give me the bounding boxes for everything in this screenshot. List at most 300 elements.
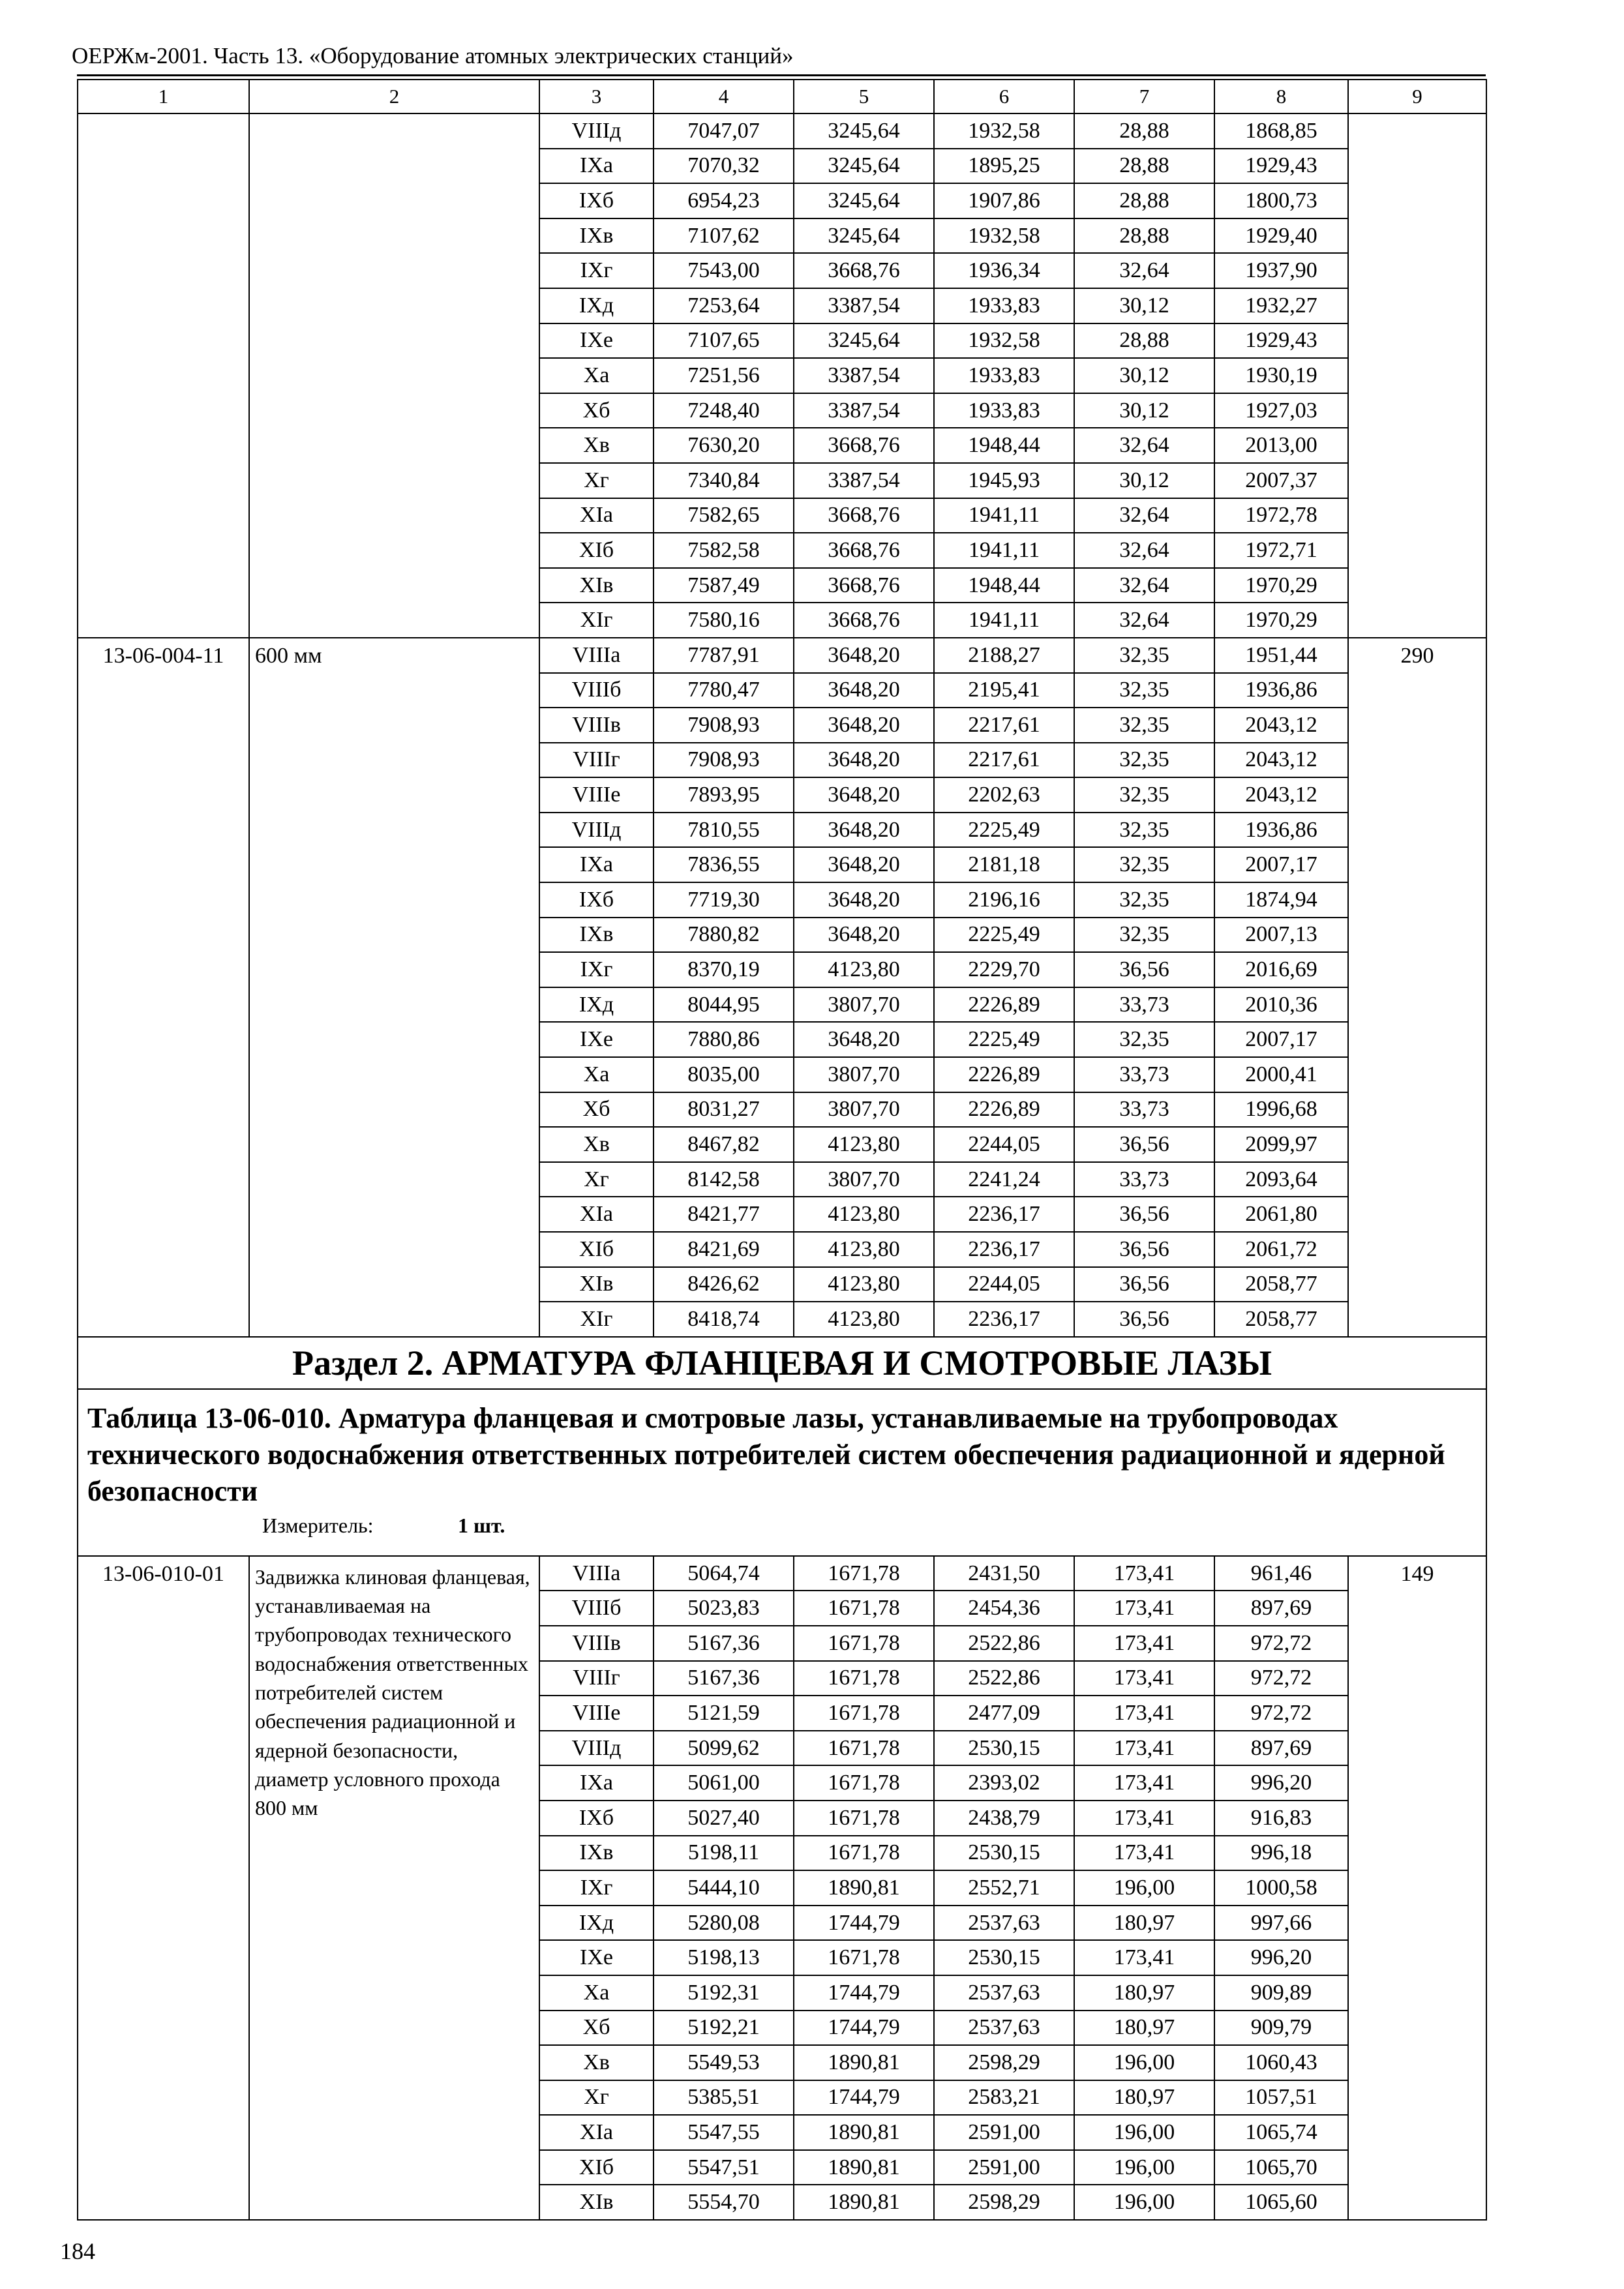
wages: 3387,54 [794,288,934,323]
zone-code: Xв [539,428,654,463]
equipment-cost: 1932,58 [934,113,1074,149]
wages: 3668,76 [794,498,934,533]
materials-cost: 1951,44 [1214,638,1348,673]
driver-wages: 180,97 [1074,1975,1214,2011]
driver-wages: 173,41 [1074,1556,1214,1591]
zone-code: Xг [539,2080,654,2116]
wages: 3387,54 [794,393,934,428]
equipment-cost: 2537,63 [934,2011,1074,2046]
driver-wages: 36,56 [1074,952,1214,987]
wages: 3668,76 [794,568,934,603]
equipment-cost: 2188,27 [934,638,1074,673]
wages: 3648,20 [794,918,934,953]
wages: 4123,80 [794,1197,934,1232]
wages: 1890,81 [794,2045,934,2080]
total-cost: 5167,36 [654,1661,794,1696]
wages: 3648,20 [794,882,934,918]
equipment-cost: 2522,86 [934,1626,1074,1661]
wages: 3245,64 [794,218,934,254]
zone-code: VIIIа [539,638,654,673]
zone-code: Xа [539,1975,654,2011]
equipment-cost: 1895,25 [934,149,1074,184]
materials-cost: 2061,80 [1214,1197,1348,1232]
zone-code: IXв [539,1836,654,1871]
total-cost: 7047,07 [654,113,794,149]
materials-cost: 2058,77 [1214,1267,1348,1302]
total-cost: 5280,08 [654,1906,794,1941]
materials-cost: 2013,00 [1214,428,1348,463]
price-value [1348,113,1486,638]
equipment-cost: 2591,00 [934,2150,1074,2185]
driver-wages: 33,73 [1074,1057,1214,1092]
wages: 1890,81 [794,2150,934,2185]
total-cost: 8418,74 [654,1302,794,1337]
equipment-cost: 2537,63 [934,1975,1074,2011]
equipment-cost: 2530,15 [934,1731,1074,1766]
total-cost: 8421,77 [654,1197,794,1232]
zone-code: IXб [539,183,654,218]
zone-code: IXг [539,253,654,288]
materials-cost: 1800,73 [1214,183,1348,218]
total-cost: 8467,82 [654,1127,794,1162]
zone-code: IXа [539,149,654,184]
materials-cost: 972,72 [1214,1626,1348,1661]
total-cost: 7580,16 [654,603,794,638]
wages: 1671,78 [794,1731,934,1766]
total-cost: 8421,69 [654,1232,794,1267]
zone-code: IXд [539,987,654,1023]
column-number: 4 [654,80,794,113]
zone-code: Xб [539,2011,654,2046]
total-cost: 7880,82 [654,918,794,953]
materials-cost: 1996,68 [1214,1092,1348,1128]
driver-wages: 32,35 [1074,813,1214,848]
wages: 3648,20 [794,638,934,673]
zone-code: Xа [539,358,654,393]
total-cost: 8426,62 [654,1267,794,1302]
wages: 3387,54 [794,358,934,393]
total-cost: 7543,00 [654,253,794,288]
zone-code: Xв [539,2045,654,2080]
wages: 3807,70 [794,987,934,1023]
driver-wages: 28,88 [1074,218,1214,254]
equipment-cost: 2244,05 [934,1127,1074,1162]
total-cost: 7908,93 [654,743,794,778]
table-title: Таблица 13-06-010. Арматура фланцевая и смотровые лазы, устанавливаемые на трубопроводах технического водоснабжения ответственных потребителей систем обеспечения радиационной и ядерной безопасности [87,1401,1445,1507]
wages: 1671,78 [794,1765,934,1801]
equipment-cost: 2229,70 [934,952,1074,987]
wages: 1671,78 [794,1556,934,1591]
wages: 1744,79 [794,2080,934,2116]
equipment-cost: 1907,86 [934,183,1074,218]
wages: 1890,81 [794,2115,934,2150]
equipment-cost: 2225,49 [934,1022,1074,1057]
total-cost: 5167,36 [654,1626,794,1661]
wages: 3648,20 [794,1022,934,1057]
driver-wages: 32,64 [1074,568,1214,603]
equipment-cost: 2236,17 [934,1302,1074,1337]
driver-wages: 30,12 [1074,463,1214,498]
wages: 1744,79 [794,1906,934,1941]
resource-name: Задвижка клиновая фланцевая, устанавливаемая на трубопроводах технического водоснабжения ответственных потребителей систем обеспечения радиационной и ядерной безопасности, диаметр условного прохода 800 мм [249,1556,539,2220]
rates-table [77,79,1487,2221]
wages: 3648,20 [794,777,934,813]
equipment-cost: 2598,29 [934,2045,1074,2080]
total-cost: 7630,20 [654,428,794,463]
driver-wages: 32,64 [1074,428,1214,463]
materials-cost: 2043,12 [1214,743,1348,778]
zone-code: VIIIв [539,1626,654,1661]
total-cost: 5192,21 [654,2011,794,2046]
page-number: 184 [60,2238,95,2264]
zone-code: IXа [539,847,654,882]
zone-code: IXб [539,882,654,918]
materials-cost: 1874,94 [1214,882,1348,918]
zone-code: VIIIб [539,673,654,708]
driver-wages: 173,41 [1074,1940,1214,1975]
zone-code: XIв [539,1267,654,1302]
driver-wages: 36,56 [1074,1232,1214,1267]
materials-cost: 2058,77 [1214,1302,1348,1337]
driver-wages: 32,35 [1074,743,1214,778]
materials-cost: 1929,43 [1214,323,1348,359]
driver-wages: 196,00 [1074,2115,1214,2150]
wages: 1890,81 [794,1870,934,1906]
equipment-cost: 2236,17 [934,1232,1074,1267]
equipment-cost: 2552,71 [934,1870,1074,1906]
materials-cost: 972,72 [1214,1661,1348,1696]
total-cost: 5023,83 [654,1591,794,1626]
wages: 1671,78 [794,1626,934,1661]
materials-cost: 1972,71 [1214,533,1348,568]
zone-code: Xг [539,463,654,498]
zone-code: XIв [539,2185,654,2220]
total-cost: 5549,53 [654,2045,794,2080]
wages: 4123,80 [794,952,934,987]
driver-wages: 28,88 [1074,183,1214,218]
materials-cost: 996,20 [1214,1940,1348,1975]
resource-code: 13-06-004-11 [78,638,249,1337]
wages: 3245,64 [794,149,934,184]
table-body [78,80,1486,2220]
zone-code: IXд [539,288,654,323]
total-cost: 5121,59 [654,1696,794,1731]
total-cost: 7253,64 [654,288,794,323]
wages: 3648,20 [794,743,934,778]
equipment-cost: 2217,61 [934,708,1074,743]
column-number: 9 [1348,80,1486,113]
column-number: 6 [934,80,1074,113]
equipment-cost: 2477,09 [934,1696,1074,1731]
total-cost: 7107,65 [654,323,794,359]
total-cost: 5064,74 [654,1556,794,1591]
driver-wages: 33,73 [1074,987,1214,1023]
resource-name: 600 мм [249,638,539,1337]
zone-code: IXд [539,1906,654,1941]
zone-code: IXв [539,918,654,953]
materials-cost: 2000,41 [1214,1057,1348,1092]
total-cost: 7340,84 [654,463,794,498]
total-cost: 7248,40 [654,393,794,428]
materials-cost: 2043,12 [1214,777,1348,813]
wages: 3807,70 [794,1162,934,1197]
materials-cost: 897,69 [1214,1731,1348,1766]
wages: 4123,80 [794,1267,934,1302]
wages: 3668,76 [794,533,934,568]
driver-wages: 173,41 [1074,1626,1214,1661]
equipment-cost: 1932,58 [934,218,1074,254]
driver-wages: 32,35 [1074,918,1214,953]
materials-cost: 1868,85 [1214,113,1348,149]
driver-wages: 196,00 [1074,1870,1214,1906]
equipment-cost: 1941,11 [934,603,1074,638]
driver-wages: 173,41 [1074,1731,1214,1766]
total-cost: 5192,31 [654,1975,794,2011]
driver-wages: 32,35 [1074,708,1214,743]
materials-cost: 909,89 [1214,1975,1348,2011]
zone-code: IXе [539,1940,654,1975]
driver-wages: 173,41 [1074,1765,1214,1801]
wages: 3668,76 [794,253,934,288]
total-cost: 7251,56 [654,358,794,393]
wages: 1671,78 [794,1940,934,1975]
column-number: 1 [78,80,249,113]
equipment-cost: 2217,61 [934,743,1074,778]
zone-code: Xб [539,1092,654,1128]
zone-code: XIг [539,603,654,638]
wages: 1890,81 [794,2185,934,2220]
driver-wages: 33,73 [1074,1162,1214,1197]
materials-cost: 1936,86 [1214,673,1348,708]
driver-wages: 36,56 [1074,1267,1214,1302]
total-cost: 8044,95 [654,987,794,1023]
driver-wages: 173,41 [1074,1801,1214,1836]
header-rule [77,74,1486,76]
wages: 3807,70 [794,1057,934,1092]
equipment-cost: 2225,49 [934,918,1074,953]
materials-cost: 2016,69 [1214,952,1348,987]
materials-cost: 2007,13 [1214,918,1348,953]
zone-code: IXг [539,952,654,987]
total-cost: 7787,91 [654,638,794,673]
total-cost: 7880,86 [654,1022,794,1057]
equipment-cost: 2226,89 [934,1057,1074,1092]
equipment-cost: 2530,15 [934,1836,1074,1871]
materials-cost: 2061,72 [1214,1232,1348,1267]
driver-wages: 196,00 [1074,2185,1214,2220]
materials-cost: 2010,36 [1214,987,1348,1023]
total-cost: 5547,55 [654,2115,794,2150]
total-cost: 5444,10 [654,1870,794,1906]
equipment-cost: 2438,79 [934,1801,1074,1836]
total-cost: 7719,30 [654,882,794,918]
resource-code [78,113,249,638]
zone-code: XIб [539,2150,654,2185]
materials-cost: 972,72 [1214,1696,1348,1731]
driver-wages: 30,12 [1074,393,1214,428]
materials-cost: 1057,51 [1214,2080,1348,2116]
equipment-cost: 2454,36 [934,1591,1074,1626]
materials-cost: 1929,40 [1214,218,1348,254]
equipment-cost: 1941,11 [934,498,1074,533]
driver-wages: 36,56 [1074,1197,1214,1232]
materials-cost: 2093,64 [1214,1162,1348,1197]
driver-wages: 33,73 [1074,1092,1214,1128]
total-cost: 6954,23 [654,183,794,218]
materials-cost: 1972,78 [1214,498,1348,533]
zone-code: Xа [539,1057,654,1092]
total-cost: 5547,51 [654,2150,794,2185]
total-cost: 5198,13 [654,1940,794,1975]
driver-wages: 173,41 [1074,1591,1214,1626]
driver-wages: 32,64 [1074,533,1214,568]
driver-wages: 30,12 [1074,288,1214,323]
driver-wages: 36,56 [1074,1302,1214,1337]
total-cost: 5198,11 [654,1836,794,1871]
wages: 1744,79 [794,1975,934,2011]
materials-cost: 916,83 [1214,1801,1348,1836]
wages: 3648,20 [794,673,934,708]
total-cost: 7582,65 [654,498,794,533]
equipment-cost: 2181,18 [934,847,1074,882]
driver-wages: 196,00 [1074,2150,1214,2185]
materials-cost: 1930,19 [1214,358,1348,393]
table-row [78,1556,1486,1591]
total-cost: 5385,51 [654,2080,794,2116]
driver-wages: 28,88 [1074,323,1214,359]
zone-code: Xг [539,1162,654,1197]
materials-cost: 996,20 [1214,1765,1348,1801]
driver-wages: 32,35 [1074,638,1214,673]
wages: 4123,80 [794,1302,934,1337]
wages: 3387,54 [794,463,934,498]
equipment-cost: 2431,50 [934,1556,1074,1591]
zone-code: IXв [539,218,654,254]
materials-cost: 1970,29 [1214,603,1348,638]
equipment-cost: 2522,86 [934,1661,1074,1696]
total-cost: 7908,93 [654,708,794,743]
equipment-cost: 2226,89 [934,987,1074,1023]
zone-code: XIа [539,498,654,533]
table-row [78,113,1486,149]
wages: 3648,20 [794,847,934,882]
driver-wages: 32,35 [1074,882,1214,918]
driver-wages: 180,97 [1074,2080,1214,2116]
table-title-row [78,1389,1486,1556]
driver-wages: 32,35 [1074,777,1214,813]
zone-code: VIIIд [539,813,654,848]
wages: 1744,79 [794,2011,934,2046]
wages: 3668,76 [794,603,934,638]
driver-wages: 32,64 [1074,498,1214,533]
equipment-cost: 2393,02 [934,1765,1074,1801]
zone-code: IXг [539,1870,654,1906]
equipment-cost: 1941,11 [934,533,1074,568]
zone-code: XIб [539,533,654,568]
equipment-cost: 1936,34 [934,253,1074,288]
equipment-cost: 1932,58 [934,323,1074,359]
wages: 3668,76 [794,428,934,463]
zone-code: XIв [539,568,654,603]
equipment-cost: 1933,83 [934,358,1074,393]
zone-code: VIIIа [539,1556,654,1591]
zone-code: Xб [539,393,654,428]
zone-code: IXб [539,1801,654,1836]
zone-code: VIIIе [539,777,654,813]
total-cost: 7070,32 [654,149,794,184]
total-cost: 7587,49 [654,568,794,603]
table-title-cell [78,1389,1486,1556]
materials-cost: 2007,17 [1214,1022,1348,1057]
unit-line [87,1511,1477,1540]
column-number: 3 [539,80,654,113]
total-cost: 5554,70 [654,2185,794,2220]
unit-value: 1 шт. [458,1513,505,1537]
driver-wages: 28,88 [1074,149,1214,184]
driver-wages: 196,00 [1074,2045,1214,2080]
driver-wages: 180,97 [1074,1906,1214,1941]
zone-code: XIб [539,1232,654,1267]
equipment-cost: 1933,83 [934,288,1074,323]
equipment-cost: 2244,05 [934,1267,1074,1302]
driver-wages: 32,35 [1074,847,1214,882]
equipment-cost: 2225,49 [934,813,1074,848]
wages: 1671,78 [794,1591,934,1626]
materials-cost: 909,79 [1214,2011,1348,2046]
total-cost: 8370,19 [654,952,794,987]
zone-code: VIIIг [539,743,654,778]
zone-code: Xв [539,1127,654,1162]
unit-label: Измеритель: [262,1513,374,1537]
total-cost: 7780,47 [654,673,794,708]
materials-cost: 1929,43 [1214,149,1348,184]
equipment-cost: 1948,44 [934,568,1074,603]
materials-cost: 2099,97 [1214,1127,1348,1162]
resource-code: 13-06-010-01 [78,1556,249,2220]
materials-cost: 1936,86 [1214,813,1348,848]
equipment-cost: 2241,24 [934,1162,1074,1197]
materials-cost: 997,66 [1214,1906,1348,1941]
wages: 3245,64 [794,113,934,149]
zone-code: IXе [539,1022,654,1057]
wages: 1671,78 [794,1661,934,1696]
document-header: ОЕРЖм-2001. Часть 13. «Оборудование атомных электрических станций» [72,43,794,68]
materials-cost: 2007,17 [1214,847,1348,882]
materials-cost: 1060,43 [1214,2045,1348,2080]
total-cost: 8031,27 [654,1092,794,1128]
zone-code: XIг [539,1302,654,1337]
wages: 3245,64 [794,183,934,218]
driver-wages: 32,35 [1074,673,1214,708]
equipment-cost: 2598,29 [934,2185,1074,2220]
driver-wages: 173,41 [1074,1696,1214,1731]
materials-cost: 1937,90 [1214,253,1348,288]
wages: 1671,78 [794,1696,934,1731]
equipment-cost: 1948,44 [934,428,1074,463]
wages: 3648,20 [794,813,934,848]
materials-cost: 1927,03 [1214,393,1348,428]
total-cost: 7893,95 [654,777,794,813]
column-number: 7 [1074,80,1214,113]
driver-wages: 173,41 [1074,1661,1214,1696]
materials-cost: 1065,60 [1214,2185,1348,2220]
price-value: 290 [1348,638,1486,1337]
materials-cost: 2043,12 [1214,708,1348,743]
wages: 1671,78 [794,1836,934,1871]
column-number: 8 [1214,80,1348,113]
materials-cost: 961,46 [1214,1556,1348,1591]
total-cost: 5099,62 [654,1731,794,1766]
